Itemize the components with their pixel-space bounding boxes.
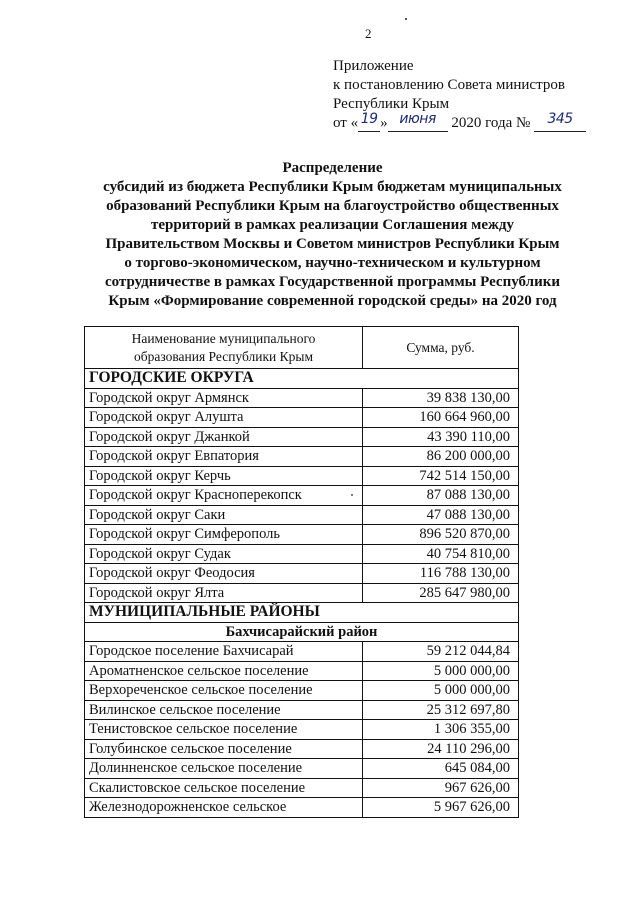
table-row [85, 642, 519, 662]
scan-speck [351, 494, 353, 496]
title-line: Крым «Формирование современной городской среды» на 2020 год [108, 293, 557, 309]
table-row [85, 427, 519, 447]
title-line: Правительством Москвы и Советом министров Республики Крым [105, 236, 560, 252]
row-name: Городской округ Симферополь [85, 525, 363, 545]
row-amount: 1 306 355,00 [363, 720, 519, 740]
row-name: Городской округ Саки [85, 505, 363, 525]
header-name-line: Наименование муниципального [131, 330, 316, 346]
annex-from-prefix: от « [333, 115, 359, 131]
row-name: Железнодорожненское сельское [85, 798, 363, 818]
row-name: Верхореченское сельское поселение [85, 681, 363, 701]
section-row [85, 603, 519, 623]
title-line: территорий в рамках реализации Соглашения между [151, 217, 514, 233]
row-amount: 87 088 130,00 [363, 486, 519, 506]
scan-mark [405, 18, 407, 20]
row-name: Городской округ Судак [85, 544, 363, 564]
row-name: Вилинское сельское поселение [85, 700, 363, 720]
section-districts: МУНИЦИПАЛЬНЫЕ РАЙОНЫ [85, 603, 519, 623]
urban-rows [85, 388, 519, 603]
header-amount: Сумма, руб. [363, 327, 519, 369]
district-rows [85, 642, 519, 818]
table-header-row [85, 327, 519, 369]
table-row [85, 681, 519, 701]
title-line: субсидий из бюджета Республики Крым бюджетам муниципальных [103, 179, 562, 195]
table-row [85, 700, 519, 720]
row-name: Городской округ Армянск [85, 388, 363, 408]
row-name: Тенистовское сельское поселение [85, 720, 363, 740]
annex-month-field [388, 111, 448, 132]
table-row [85, 505, 519, 525]
table-row [85, 798, 519, 818]
section-row [85, 369, 519, 389]
table-row [85, 544, 519, 564]
document-title [70, 159, 595, 311]
row-amount: 86 200 000,00 [363, 447, 519, 467]
table-row [85, 447, 519, 467]
row-amount: 43 390 110,00 [363, 427, 519, 447]
header-name [85, 327, 363, 369]
title-line: образований Республики Крым на благоустройство общественных [106, 198, 559, 214]
row-amount: 5 000 000,00 [363, 681, 519, 701]
table-row [85, 759, 519, 779]
row-name: Городской округ Керчь [85, 466, 363, 486]
table-row [85, 564, 519, 584]
title-line: сотрудничестве в рамках Государственной программы Республики [104, 274, 561, 290]
section-urban: ГОРОДСКИЕ ОКРУГА [85, 369, 519, 389]
row-amount: 5 000 000,00 [363, 661, 519, 681]
row-amount: 25 312 697,80 [363, 700, 519, 720]
row-amount: 116 788 130,00 [363, 564, 519, 584]
row-amount: 645 084,00 [363, 759, 519, 779]
table-row [85, 720, 519, 740]
row-name: Городской округ Ялта [85, 583, 363, 603]
row-name: Городское поселение Бахчисарай [85, 642, 363, 662]
title-line: о торгово-экономическом, научно-техническом и культурном [124, 255, 541, 271]
row-amount: 47 088 130,00 [363, 505, 519, 525]
table-row [85, 466, 519, 486]
table-row [85, 408, 519, 428]
annex-date-line [333, 111, 586, 133]
row-name: Городской округ Евпатория [85, 447, 363, 467]
row-name: Ароматненское сельское поселение [85, 661, 363, 681]
annex-number-field [534, 111, 586, 132]
row-amount: 742 514 150,00 [363, 466, 519, 486]
table-row [85, 661, 519, 681]
table-row [85, 778, 519, 798]
table-row [85, 583, 519, 603]
row-amount: 40 754 810,00 [363, 544, 519, 564]
annex-number: 345 [547, 111, 573, 127]
table-row [85, 525, 519, 545]
row-name: Скалистовское сельское поселение [85, 778, 363, 798]
annex-block [333, 57, 586, 133]
row-amount: 285 647 980,00 [363, 583, 519, 603]
annex-day: 19 [360, 111, 378, 127]
annex-year: 2020 года № [451, 115, 531, 131]
header-name-line: образования Республики Крым [133, 348, 314, 364]
annex-republic: Республики Крым [333, 96, 450, 112]
row-name: Городской округ Джанкой [85, 427, 363, 447]
row-amount: 5 967 626,00 [363, 798, 519, 818]
page-number: 2 [365, 26, 372, 41]
row-amount: 39 838 130,00 [363, 388, 519, 408]
annex-day-suffix: » [380, 115, 388, 131]
row-name: Городской округ Алушта [85, 408, 363, 428]
row-name: Долинненское сельское поселение [85, 759, 363, 779]
table-row [85, 388, 519, 408]
subsidy-table [84, 326, 519, 818]
table-row [85, 739, 519, 759]
row-amount: 24 110 296,00 [363, 739, 519, 759]
district-name: Бахчисарайский район [85, 622, 519, 642]
row-amount: 160 664 960,00 [363, 408, 519, 428]
annex-resolution: к постановлению Совета министров [333, 77, 565, 93]
row-amount: 59 212 044,84 [363, 642, 519, 662]
annex-label: Приложение [333, 58, 414, 74]
title-heading: Распределение [282, 160, 383, 176]
subsection-row [85, 622, 519, 642]
table-row [85, 486, 519, 506]
row-name: Городской округ Феодосия [85, 564, 363, 584]
row-name: Городской округ Красноперекопск [85, 486, 363, 506]
row-amount: 896 520 870,00 [363, 525, 519, 545]
row-name: Голубинское сельское поселение [85, 739, 363, 759]
annex-month: июня [399, 111, 436, 127]
annex-day-field [358, 111, 380, 132]
row-amount: 967 626,00 [363, 778, 519, 798]
